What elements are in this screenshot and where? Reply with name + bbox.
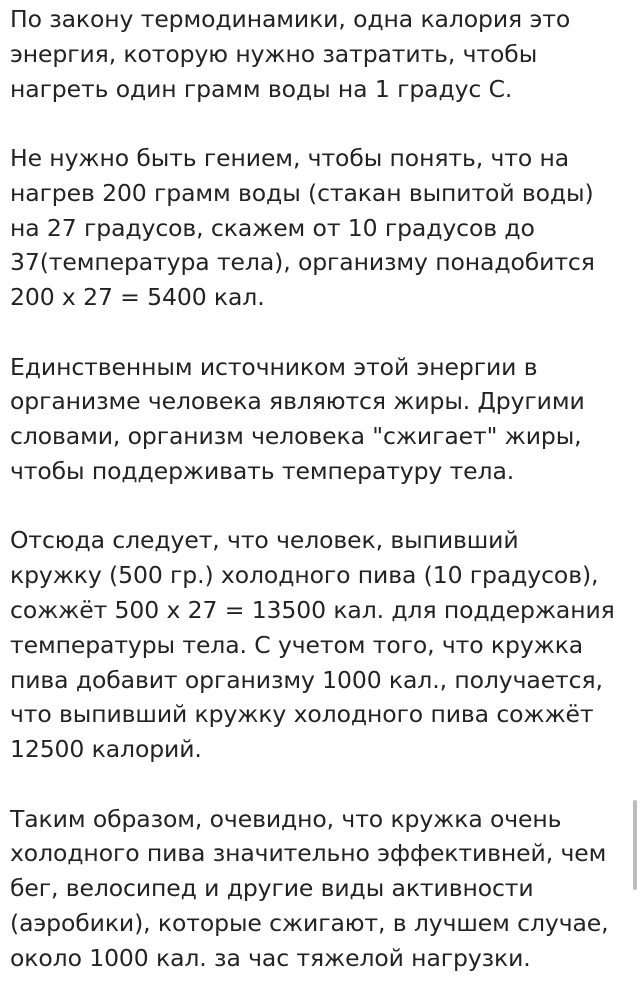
paragraph-2 [10,141,636,315]
text-line: (аэробики), которые сжигают, в лучшем случае, [10,908,609,937]
paragraph-1 [10,0,636,106]
text-line: сожжёт 500 х 27 = 13500 кал. для поддержания [10,595,615,624]
text-line: По закону термодинамики, одна калория это [10,5,571,33]
text-line: на 27 градусов, скажем от 10 градусов до [10,213,535,242]
text-line: бег, велосипед и другие виды активности [10,874,534,903]
text-line: чтобы поддерживать температуру тела. [10,456,515,485]
text-line: 12500 калорий. [10,735,202,764]
text-line: нагрев 200 грамм воды (стакан выпитой воды) [10,178,594,207]
text-line: Единственным источником этой энергии в [10,352,538,381]
paragraph-3 [10,350,636,489]
text-line: около 1000 кал. за час тяжелой нагрузки. [10,943,531,972]
text-line: холодного пива значительно эффективней, чем [10,839,607,868]
text-line: Отсюда следует, что человек, выпивший [10,526,519,555]
text-line: 200 х 27 = 5400 кал. [10,283,265,312]
text-line: Не нужно быть гением, чтобы понять, что на [10,143,570,172]
text-line: энергия, которую нужно затратить, чтобы [10,39,538,68]
scrollbar-thumb[interactable] [633,800,637,890]
article-body [10,0,636,976]
text-line: словами, организм человека "сжигает" жиры, [10,422,582,451]
text-line: организме человека являются жиры. Другими [10,387,585,416]
text-line: температуры тела. С учетом того, что кружка [10,630,584,659]
paragraph-4 [10,523,636,767]
text-line: 37(температура тела), организму понадобится [10,248,595,277]
text-line: Таким образом, очевидно, что кружка очень [10,804,562,833]
paragraph-5 [10,802,636,976]
text-line: кружку (500 гр.) холодного пива (10 градусов), [10,561,599,590]
text-line: что выпивший кружку холодного пива сожжёт [10,700,594,729]
text-line: пива добавит организму 1000 кал., получается, [10,665,603,694]
text-line: нагреть один грамм воды на 1 градус С. [10,74,513,103]
